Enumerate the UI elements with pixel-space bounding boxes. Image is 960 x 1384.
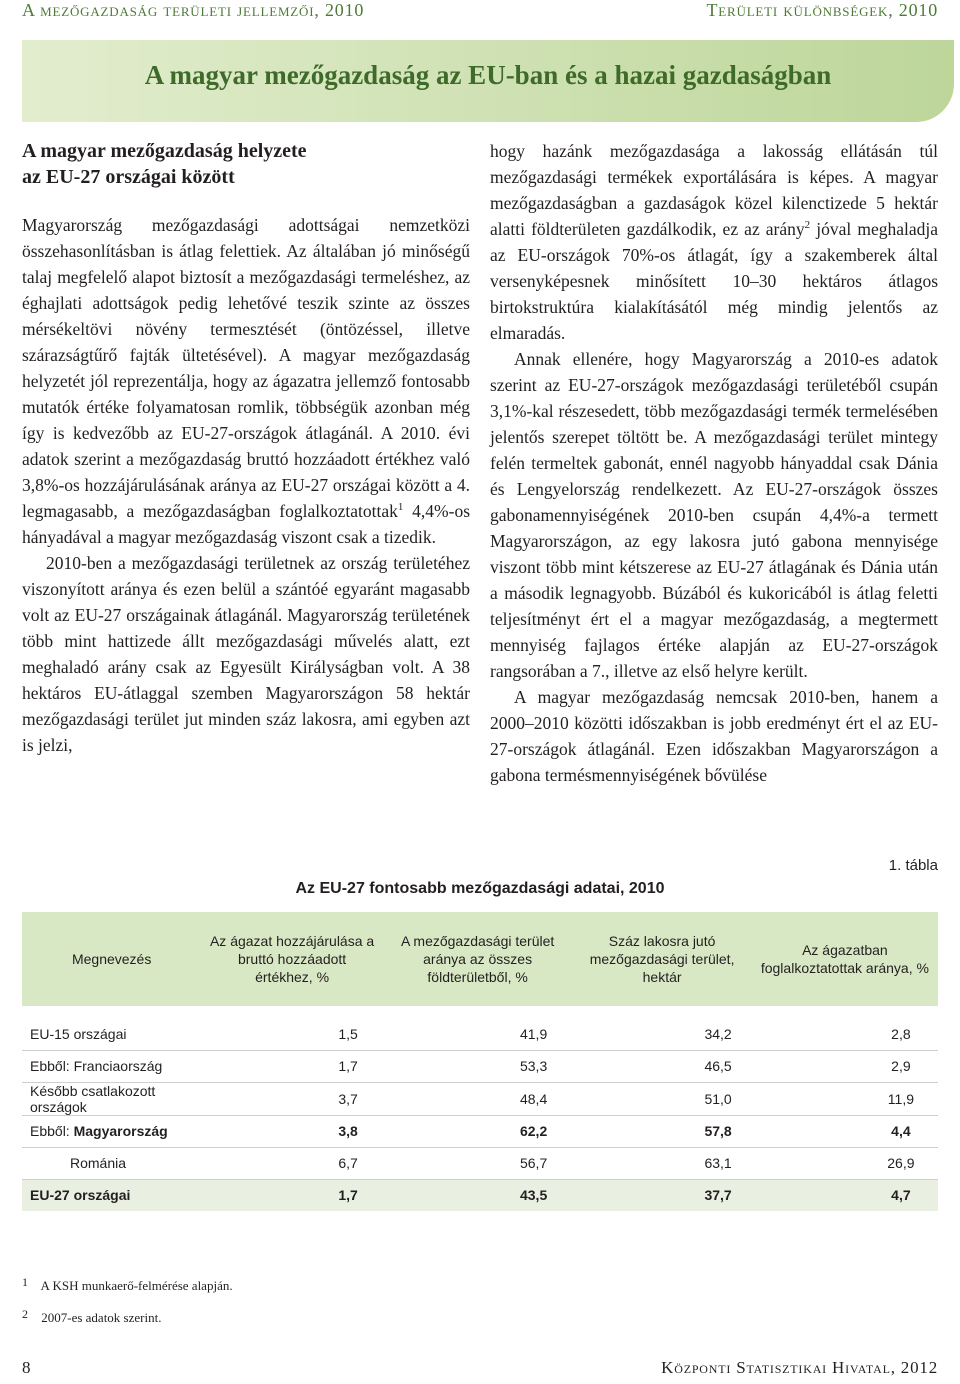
row-value: 3,7 — [338, 1090, 358, 1107]
footnote-number: 1 — [22, 1275, 28, 1289]
right-paragraph-3: A magyar mezőgazdaság nemcsak 2010-ben, hanem a 2000–2010 közötti időszakban is jobb eredményt ért el az EU-27-országok átlagánál. Ezen időszakban Magyarországon a gabona termésmennyiségének bővülése — [490, 687, 938, 785]
page-number: 8 — [22, 1358, 31, 1377]
header-cell-contribution: Az ágazat hozzájárulása a bruttó hozzáadott értékhez, % — [201, 912, 383, 1006]
table-row — [22, 1082, 938, 1115]
row-value: 34,2 — [704, 1025, 732, 1042]
row-value: 51,0 — [704, 1090, 732, 1107]
table-number: 1. tábla — [888, 857, 938, 874]
table-title: Az EU-27 fontosabb mezőgazdasági adatai, 2010 — [295, 880, 665, 897]
left-column — [22, 138, 470, 758]
row-name: Ebből: Magyarország — [30, 1123, 168, 1139]
chapter-banner — [22, 40, 954, 122]
running-head — [22, 0, 938, 24]
row-value: 11,9 — [887, 1090, 914, 1107]
row-value: 53,3 — [519, 1058, 548, 1074]
chapter-title: A magyar mezőgazdaság az EU-ban és a hazai gazdaságban — [144, 60, 832, 90]
running-head-left: A mezőgazdaság területi jellemzői, 2010 — [22, 0, 365, 20]
footnote-text: 2007-es adatok szerint. — [41, 1310, 162, 1325]
row-name: Ebből: Franciaország — [30, 1058, 163, 1074]
left-paragraph-2: 2010-ben a mezőgazdasági területnek az ország területéhez viszonyított aránya és ezen belül a szántóé egyaránt magasabb volt az EU-27 országainak átlagánál. Magyarország területének több mint hattizede állt mezőgazdasági művelés alatt, ezt meghaladó arány csak az Egyesült Királyságban volt. A 38 hektáros EU-átlaggal szemben Magyarországon 58 hektár mezőgazdasági terület jut minden száz lakosra, ami egyben azt is jelzi, — [22, 553, 470, 755]
row-value: 62,2 — [519, 1123, 548, 1139]
section-heading-line2: az EU-27 országai között — [22, 166, 235, 188]
header-cell-area-share: A mezőgazdasági terület aránya az összes földterületből, % — [383, 912, 573, 1006]
row-value: 57,8 — [704, 1123, 732, 1139]
table-row-total — [22, 1179, 938, 1211]
left-paragraph-1-b: 4,4%-os hányadával a magyar mezőgazdaság viszont csak a tizedik. — [22, 501, 471, 547]
right-column — [490, 138, 938, 788]
row-name: Később csatlakozott országok — [30, 1082, 156, 1115]
row-value: 2,9 — [891, 1058, 911, 1074]
row-value: 6,7 — [338, 1155, 358, 1171]
table-row — [22, 1050, 938, 1082]
right-paragraph-1-a: hogy hazánk mezőgazdasága a lakosság ellátásán túl mezőgazdasági termékek exportálására is képes. A magyar mezőgazdaságban a gazdaságok közel kilenctizede 5 hektár alatti földterületen gazdálkodik, ez az arány — [490, 141, 938, 239]
footnote-number: 2 — [22, 1307, 28, 1321]
table-header-row — [22, 912, 938, 1006]
row-value: 1,5 — [338, 1025, 358, 1042]
row-value: 4,7 — [891, 1187, 911, 1204]
left-paragraph-1 — [22, 212, 470, 550]
right-paragraph-2: Annak ellenére, hogy Magyarország a 2010-es adatok szerint az EU-27-országok mezőgazdasági területéből csupán 3,1%-kal részesedett, több mezőgazdasági termék termelésében jelentős szerepet töltött be. A mezőgazdasági terület mintegy felén termeltek gabonát, ennél nagyobb hányaddal csak Dánia és Lengyelország rendelkezett. Az EU-27-országok összes gabonamennyiségének 2010-ben csupán 4,4%-a termett Magyarországon, az egy lakosra jutó gabona mennyisége viszont több mint kétszerese az EU-27 átlagának és Dánia után a második legnagyobb. Búzából és kukoricából is átlag feletti teljesítményt ért el a magyar mezőgazdaság, a megtermett mennyiség fajlagos értéke alapján az EU-27-országok rangsorában a 7., illetve az első helyre került. — [490, 349, 938, 681]
right-paragraph-1 — [490, 138, 938, 346]
table-gap-row — [22, 1006, 938, 1018]
table-row — [22, 1147, 938, 1179]
row-value: 2,8 — [891, 1025, 911, 1042]
row-value: 63,1 — [704, 1155, 732, 1171]
row-value: 43,5 — [519, 1187, 548, 1204]
header-cell-employment: Az ágazatban foglalkoztatottak aránya, % — [752, 912, 938, 1006]
row-value: 3,8 — [338, 1123, 358, 1139]
publisher-footer: Központi Statisztikai Hivatal, 2012 — [661, 1358, 938, 1377]
footnotes — [22, 1268, 233, 1332]
row-value: 41,9 — [519, 1025, 548, 1042]
left-paragraph-1-a: Magyarország mezőgazdasági adottságai nemzetközi összehasonlításban is átlag felettiek. Az általában jó minőségű talaj megfelelő alapot biztosít a mezőgazdasági termeléshez, az éghajlati adottságok pedig lehetővé teszik szinte az összes mérsékeltövi növény termesztését (öntözéssel, illetve szárazságtűrő fajták ültetésével). A magyar mezőgazdaság helyzetét jól reprezentálja, hogy az ágazatra jellemző fontosabb mutatók értéke folyamatosan romlik, többségük azonban még így is kedvezőbb az EU-27-országok átlagánál. A 2010. évi adatok szerint a mezőgazdaság bruttó hozzáadott értékhez való 3,8%-os hozzájárulásának aránya az EU-27 országai között a 4. legmagasabb, a mezőgazdaságban foglalkoztatottak — [22, 215, 470, 521]
section-heading-line1: A magyar mezőgazdaság helyzete — [22, 140, 307, 162]
row-name: Románia — [70, 1155, 127, 1171]
row-value: 56,7 — [519, 1155, 548, 1171]
section-heading — [22, 138, 470, 190]
row-value: 26,9 — [887, 1155, 915, 1171]
row-value: 1,7 — [338, 1187, 358, 1204]
header-cell-area-per-100: Száz lakosra jutó mezőgazdasági terület, hektár — [572, 912, 751, 1006]
footnote-ref-2: 2 — [804, 219, 811, 232]
footnote-ref-1: 1 — [397, 501, 404, 514]
row-value: 4,4 — [891, 1123, 911, 1139]
row-name: EU-15 országai — [30, 1025, 127, 1042]
table-row-highlight — [22, 1115, 938, 1147]
data-table — [22, 912, 938, 1211]
header-cell-name: Megnevezés — [22, 912, 201, 1006]
row-value: 46,5 — [704, 1058, 732, 1074]
row-value: 48,4 — [519, 1090, 548, 1107]
footnote — [22, 1268, 233, 1300]
running-head-right: Területi különbségek, 2010 — [706, 0, 938, 20]
row-value: 1,7 — [338, 1058, 358, 1074]
right-paragraph-1-b: jóval meghaladja az EU-országok 70%-os átlagát, így a szakemberek által versenyképesnek minősített 10–30 hektáros átlagos birtokstruktúra kialakításától még mindig jelentős az elmaradás. — [490, 219, 938, 343]
table-row — [22, 1018, 938, 1050]
footnote-text: A KSH munkaerő-felmérése alapján. — [40, 1278, 233, 1293]
footnote — [22, 1300, 233, 1332]
row-name: EU-27 országai — [30, 1187, 131, 1204]
row-value: 37,7 — [704, 1187, 732, 1204]
